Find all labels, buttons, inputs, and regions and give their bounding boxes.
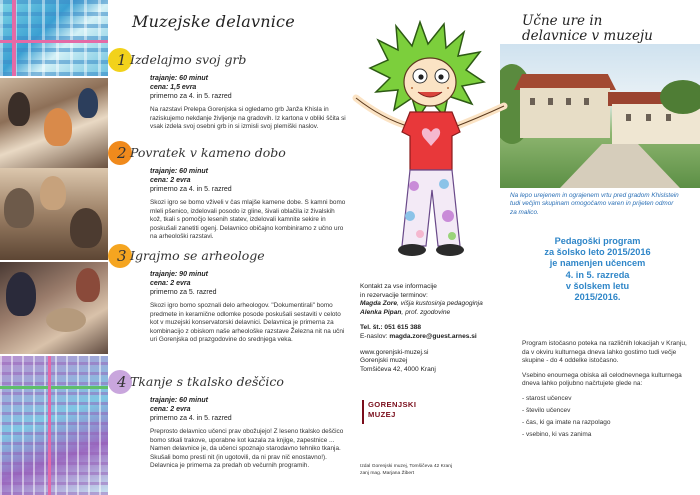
contact-intro: in rezervacije terminov: <box>360 291 428 299</box>
workshop-description: Preprosto delavnico učenci prav obožujejo! Z leseno tkalsko deščico bomo stkali trakove, uporabne kot kazala za knjige, zapestnice ... Namen delavnice je, da učenci spoznajo starodavno tehniko tkanja. Skušali bomo presti nit (in ugotovili, da ni prav nič enostavno!). Delavnica je primerna za predah ob večurnih programih. <box>150 428 344 470</box>
info-paragraph: Vsebino enournega obiska ali celodnevnega kulturnega dneva lahko poljubno načrtujete glede na: <box>522 371 682 388</box>
contact-person-role: , prof. zgodovine <box>401 308 451 316</box>
planning-criteria-list <box>522 395 692 440</box>
program-line: 4. in 5. razreda <box>565 269 630 280</box>
panel-title <box>522 14 653 44</box>
workshop-title: Igrajmo se arheologe <box>130 248 265 263</box>
workshop-price: cena: 2 evra <box>150 177 191 184</box>
email-label: E-naslov: <box>360 332 390 340</box>
workshop-number: 4 <box>117 373 127 391</box>
program-statement <box>500 236 695 303</box>
panel-title-line1: Učne ure in <box>522 13 603 29</box>
imprint <box>360 463 510 477</box>
program-line: Pedagoški program <box>554 236 641 246</box>
workshop-duration: trajanje: 90 minut <box>150 271 208 278</box>
contact-person-role: , višja kustosinja pedagoginja <box>397 300 483 308</box>
address: Tomšičeva 42, 4000 Kranj <box>360 365 436 373</box>
workshop-grade: primerno za 4. in 5. razred <box>150 186 232 193</box>
program-info <box>522 340 692 443</box>
workshop-number: 2 <box>117 144 127 162</box>
workshop-description: Skozi igro bomo spoznali delo arheologov. "Dokumentirali" bomo predmete in keramične odlomke posode poskušali sestaviti v celoto kot v muzejski konservatorski delavnici. Delavnica je primerna za kombinacijo z obiskom naše arheološke razstave Železna nit na učni uri Gorenjska od prazgodovine do srednjega veka. <box>150 302 345 344</box>
workshop-title: Tkanje s tkalsko deščico <box>130 374 284 389</box>
workshop-description: Na razstavi Prelepa Gorenjska si ogledamo grb Janža Khisla in raziskujemo nekdanje življenje na gradovih. Iz kartona v obliki ščita si vsak izdela svoj osebni grb in si izmisli svoj plemiški naslov. <box>150 106 346 131</box>
castle-garden-photo <box>500 44 700 188</box>
workshop-2 <box>112 143 350 242</box>
phone-label: Tel. št.: <box>360 324 383 332</box>
phone-number[interactable]: 051 615 388 <box>382 324 422 332</box>
contact-intro: Kontakt za vse informacije <box>360 283 437 290</box>
photo-children-workshop-3 <box>0 262 108 354</box>
workshop-grade: primerno za 5. razred <box>150 289 217 296</box>
logo-text: MUZEJ <box>368 410 396 419</box>
workshop-title: Povratek v kameno dobo <box>130 145 286 160</box>
workshop-number: 3 <box>117 247 127 265</box>
workshop-4 <box>112 372 350 471</box>
info-panel <box>350 0 700 495</box>
program-line: 2015/2016. <box>574 292 621 303</box>
weaving-image-top <box>0 0 108 76</box>
workshop-1 <box>112 50 350 132</box>
photo-caption: Na lepo urejenem in ograjenem vrtu pred gradom Khislstein tudi večjim skupinam omogočamo varen in prijeten odmor za malico. <box>510 192 679 216</box>
imprint-line: Izdal Gorenjski muzej, Tomšičeva 42 Kranj <box>360 464 453 469</box>
list-item: - število učencev <box>522 407 571 415</box>
imprint-line: zanj mag. Marjana Žibert <box>360 471 415 476</box>
logo-text: GORENJSKI <box>368 400 417 409</box>
workshop-grade: primerno za 4. in 5. razred <box>150 415 232 422</box>
page-title: Muzejske delavnice <box>132 12 295 31</box>
contact-person-name: Alenka Pipan <box>360 308 402 316</box>
workshop-number: 1 <box>117 51 127 69</box>
workshop-duration: trajanje: 60 minut <box>150 75 208 82</box>
workshop-price: cena: 1,5 evra <box>150 84 197 91</box>
workshop-grade: primerno za 4. in 5. razred <box>150 93 232 100</box>
email-link[interactable]: magda.zore@guest.arnes.si <box>389 332 477 340</box>
workshops-column <box>112 0 350 495</box>
website-link[interactable]: www.gorenjski-muzej.si <box>360 348 429 356</box>
program-line: je namenjen učencem <box>549 258 646 269</box>
workshop-3 <box>112 246 350 345</box>
workshop-price: cena: 2 evra <box>150 406 191 413</box>
photo-children-workshop-2 <box>0 168 108 260</box>
workshop-title: Izdelajmo svoj grb <box>130 52 247 67</box>
organization-name: Gorenjski muzej <box>360 357 408 365</box>
list-item: - vsebino, ki vas zanima <box>522 431 592 439</box>
list-item: - starost učencev <box>522 394 572 402</box>
info-paragraph: Program istočasno poteka na različnih lokacijah v Kranju, da v okviru kulturnega dneva lahko gostimo tudi večje skupine - do 4 oddelke istočasno. <box>522 340 687 365</box>
photo-children-workshop-1 <box>0 78 108 168</box>
workshop-price: cena: 2 evra <box>150 280 191 287</box>
workshop-duration: trajanje: 60 minut <box>150 168 208 175</box>
list-item: - čas, ki ga imate na razpolago <box>522 419 611 427</box>
program-line: v šolskem letu <box>565 280 630 291</box>
workshop-description: Skozi igro se bomo vživeli v čas mlajše kamene dobe. S kamni bomo mleli pšenico, izdelovali posodo iz gline, šivali oblačila iz živalskih kož, tkali s pomočjo lesenih statev, izdelovali kamnite sekire in poskušali zanetiti ogenj. Delavnico običajno kombiniramo z učno uro na arheološki razstavi. <box>150 199 346 241</box>
contact-block <box>360 283 510 374</box>
program-line: za šolsko leto 2015/2016 <box>544 247 651 258</box>
cartoon-girl-illustration <box>348 20 508 270</box>
museum-logo <box>362 398 422 428</box>
contact-person-name: Magda Zore <box>360 300 398 308</box>
decorative-strip <box>0 0 108 495</box>
panel-title-line2: delavnice v muzeju <box>522 28 653 44</box>
workshop-duration: trajanje: 60 minut <box>150 397 208 404</box>
weaving-image-bottom <box>0 356 108 495</box>
